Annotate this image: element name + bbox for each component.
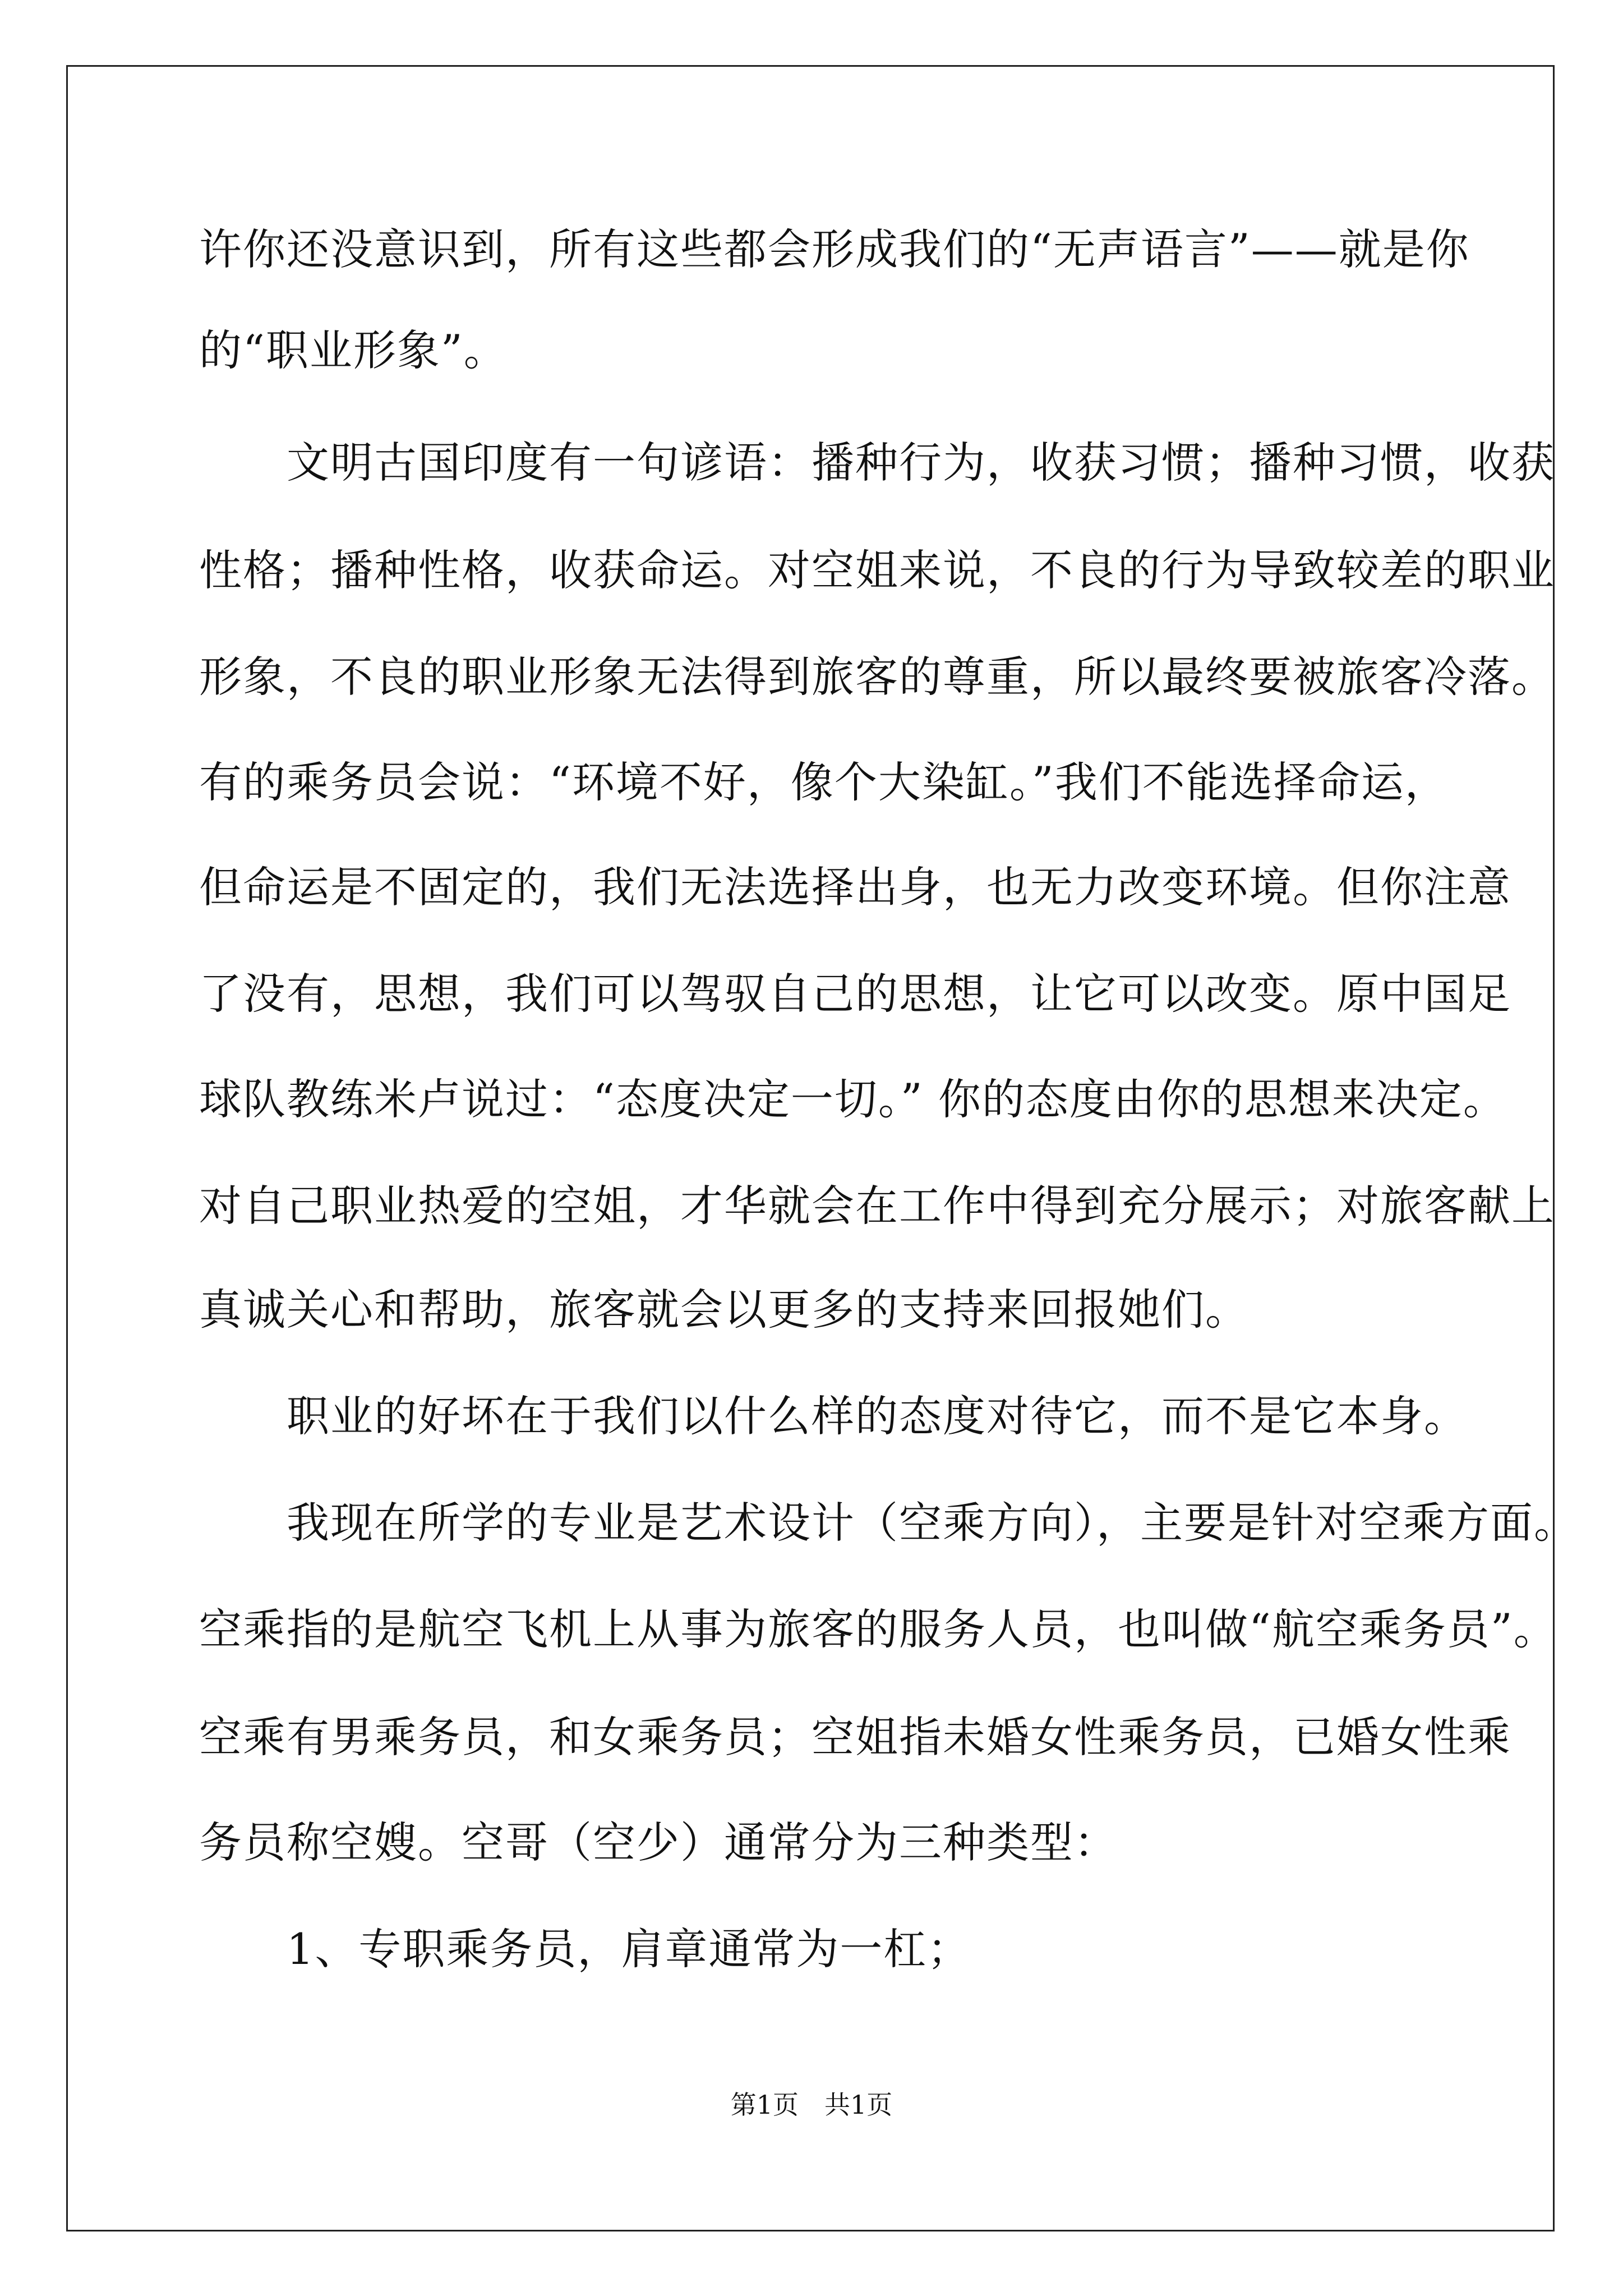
text-line-13: 我现在所学的专业是艺术设计（空乘方向），主要是针对空乘方面。 [199,1498,1578,1548]
text-line-7: 但命运是不固定的，我们无法选择出身，也无力改变环境。但你注意 [199,862,1511,912]
text-line-2: 的“职业形象”。 [199,325,508,375]
text-line-1: 许你还没意识到，所有这些都会形成我们的“无声语言”——就是你 [199,224,1470,274]
text-line-10: 对自己职业热爱的空姐，才华就会在工作中得到充分展示；对旅客献上 [199,1181,1555,1231]
text-line-3: 文明古国印度有一句谚语：播种行为，收获习惯；播种习惯，收获 [199,438,1555,487]
text-line-9: 球队教练米卢说过：“态度决定一切。” 你的态度由你的思想来决定。 [199,1074,1507,1124]
text-line-4: 性格；播种性格，收获命运。对空姐来说，不良的行为导致较差的职业 [199,545,1555,595]
text-line-11: 真诚关心和帮助，旅客就会以更多的支持来回报她们。 [199,1285,1249,1335]
text-line-14: 空乘指的是航空飞机上从事为旅客的服务人员，也叫做“航空乘务员”。 [199,1604,1557,1654]
page-border [66,65,1555,2231]
page-footer: 第1页 共1页 [730,2090,893,2120]
text-line-15: 空乘有男乘务员，和女乘务员；空姐指未婚女性乘务员，已婚女性乘 [199,1712,1511,1762]
text-line-12: 职业的好坏在于我们以什么样的态度对待它，而不是它本身。 [199,1391,1468,1441]
text-line-8: 了没有，思想，我们可以驾驭自己的思想，让它可以改变。原中国足 [199,969,1511,1019]
text-line-17: 1、专职乘务员，肩章通常为一杠； [199,1924,971,1974]
text-line-16: 务员称空嫂。空哥（空少）通常分为三种类型： [199,1818,1118,1867]
text-line-6: 有的乘务员会说：“环境不好，像个大染缸。”我们不能选择命运， [199,757,1449,807]
text-line-5: 形象，不良的职业形象无法得到旅客的尊重，所以最终要被旅客冷落。 [199,652,1555,702]
